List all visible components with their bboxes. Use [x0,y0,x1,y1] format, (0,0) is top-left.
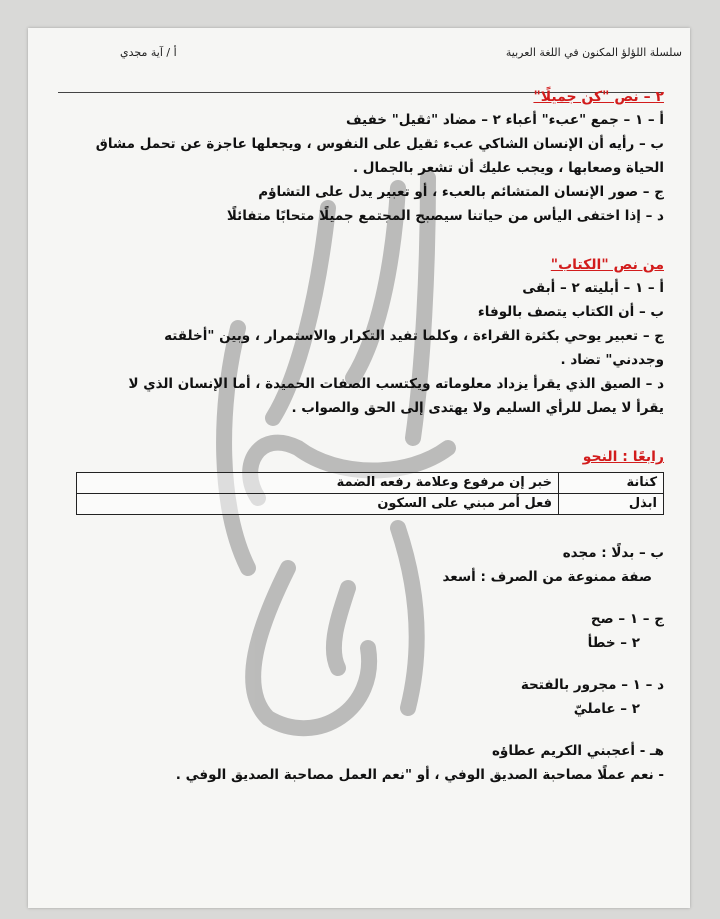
section-title-grammar: رابعًا : النحو [582,449,664,465]
answer-line: أ – ١ – جمع "عبء" أعباء ٢ – مضاد "ثقيل" خفيف [345,112,664,128]
table-cell-term: كنانة [559,473,664,494]
answer-line: ب – رأيه أن الإنسان الشاكي عبء ثقيل على النفوس ، ويجعلها عاجزة عن تحمل مشاق [95,136,664,152]
answer-line: يقرأ لا يصل للرأي السليم ولا يهتدى إلى الحق والصواب . [291,400,664,416]
answer-line: ٢ – عامليّ [573,701,640,717]
answer-line: ٢ – خطأ [587,635,640,651]
answer-line: ب – بدلًا : مجده [562,545,664,561]
series-title: سلسلة اللؤلؤ المكنون في اللغة العربية [505,46,682,59]
answer-line: أ – ١ – أبليته ٢ – أبقى [522,280,664,296]
answer-line: - نعم عملًا مصاحبة الصديق الوفي ، أو "نعم العمل مصاحبة الصديق الوفي . [175,767,664,783]
table-row [77,473,664,494]
table-cell-desc: فعل أمر مبني على السكون [77,494,559,515]
document-page [28,28,690,908]
table-row [77,494,664,515]
table-cell-desc: خبر إن مرفوع وعلامة رفعه الضمة [77,473,559,494]
answer-line: صفة ممنوعة من الصرف : أسعد [442,569,652,585]
author-name: أ / آية مجدي [120,46,177,59]
section-title-the-book: من نص "الكتاب" [550,257,664,273]
answer-line: هـ - أعجبني الكريم عطاؤه [491,743,664,759]
answer-line: ب – أن الكتاب يتصف بالوفاء [477,304,664,320]
answer-line: د – ١ – مجرور بالفتحة [520,677,664,693]
answer-line: الحياة وصعابها ، ويجب عليك أن تشعر بالجمال . [352,160,664,176]
table-cell-term: ابذل [559,494,664,515]
grammar-table [76,472,664,515]
answer-line: ج – صور الإنسان المتشائم بالعبء ، أو تعبير يدل على التشاؤم [258,184,664,200]
answer-line: وجددني" تضاد . [560,352,664,368]
answer-line: د – إذا اختفى اليأس من حياتنا سيصبح المجتمع جميلًا متحابًا متفائلًا [226,208,664,224]
answer-line: ج – تعبير يوحي بكثرة القراءة ، وكلما تفيد التكرار والاستمرار ، وبين "أخلقته [164,328,664,344]
answer-line: د – الصيق الذي يقرأ يزداد معلوماته ويكتسب الصفات الحميدة ، أما الإنسان الذي لا [128,376,664,392]
answers-content [76,86,664,787]
section-title-be-beautiful: ٢ – نص "كن جميلًا" [533,89,664,105]
answer-line: ج – ١ – صح [590,611,664,627]
